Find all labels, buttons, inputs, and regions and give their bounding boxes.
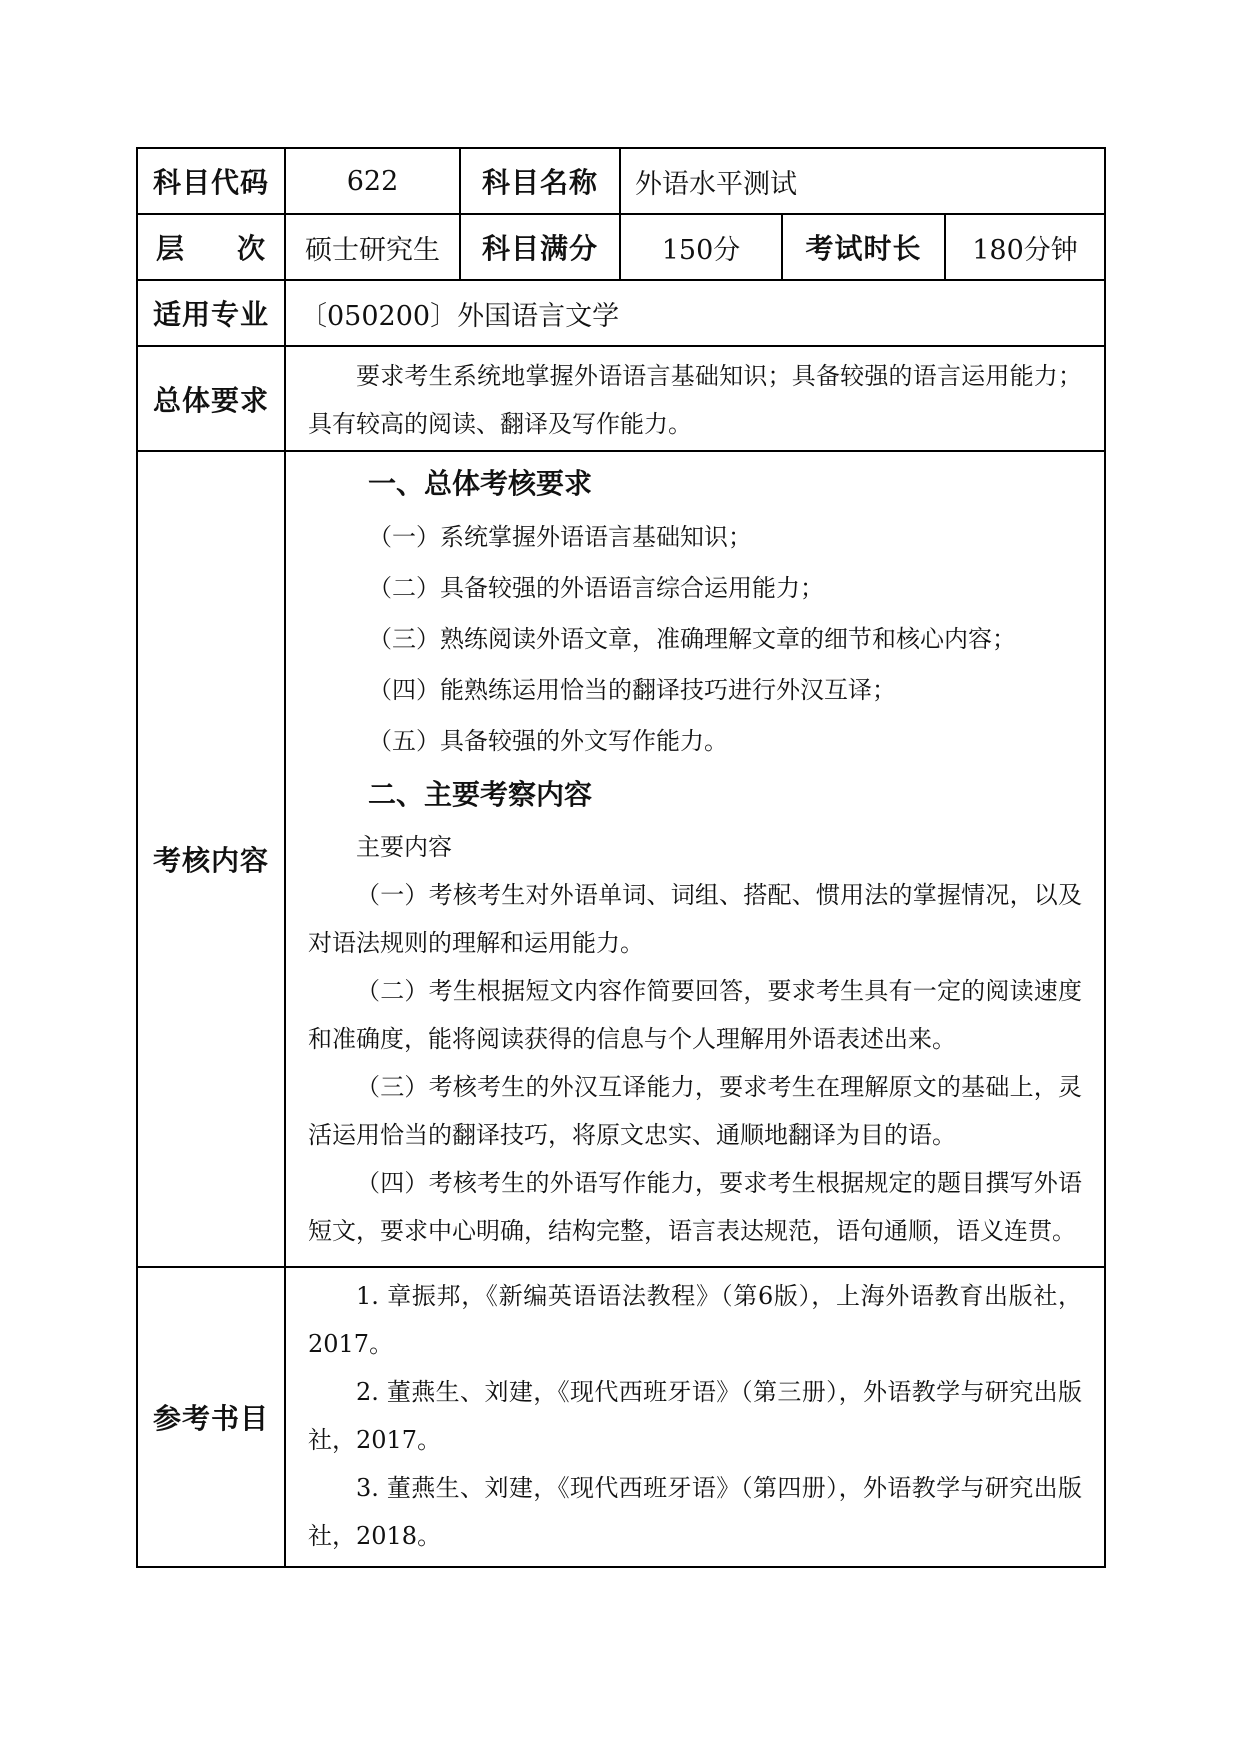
content-item: （一）考核考生对外语单词、词组、搭配、惯用法的掌握情况，以及对语法规则的理解和运用能力。 xyxy=(308,881,1083,957)
subject-code-label: 科目代码 xyxy=(137,148,285,214)
exam-content-label: 考核内容 xyxy=(137,451,285,1267)
content-item: （三）考核考生的外汉互译能力，要求考生在理解原文的基础上，灵活运用恰当的翻译技巧，将原文忠实、通顺地翻译为目的语。 xyxy=(308,1073,1083,1149)
level-label-b: 次 xyxy=(236,232,266,265)
heading-main-content: 二、主要考察内容 xyxy=(368,778,593,811)
subject-name-label: 科目名称 xyxy=(460,148,620,214)
requirement-item: （四）能熟练运用恰当的翻译技巧进行外汉互译； xyxy=(368,676,896,704)
reference-book-item: 3. 董燕生、刘建，《现代西班牙语》（第四册），外语教学与研究出版社，2018。 xyxy=(308,1474,1083,1550)
exam-content-cell xyxy=(285,451,1105,1267)
content-item: （四）考核考生的外语写作能力，要求考生根据规定的题目撰写外语短文，要求中心明确，结构完整，语言表达规范，语句通顺，语义连贯。 xyxy=(308,1169,1083,1245)
main-content-subheading: 主要内容 xyxy=(356,833,452,861)
row-major xyxy=(137,280,1105,346)
level-value: 硕士研究生 xyxy=(285,214,460,280)
applicable-major-value: 〔050200〕外国语言文学 xyxy=(285,280,1105,346)
row-reference-books xyxy=(137,1267,1105,1567)
overall-requirements-label: 总体要求 xyxy=(137,346,285,451)
requirement-item: （三）熟练阅读外语文章，准确理解文章的细节和核心内容； xyxy=(368,625,1016,653)
level-label-a: 层 xyxy=(156,232,186,265)
reference-books-label: 参考书目 xyxy=(137,1267,285,1567)
reference-books-cell xyxy=(285,1267,1105,1567)
reference-book-item: 2. 董燕生、刘建，《现代西班牙语》（第三册），外语教学与研究出版社，2017。 xyxy=(308,1378,1083,1454)
row-level xyxy=(137,214,1105,280)
requirement-item: （五）具备较强的外文写作能力。 xyxy=(368,727,728,755)
exam-duration-label: 考试时长 xyxy=(782,214,945,280)
heading-overall-requirements: 一、总体考核要求 xyxy=(368,467,593,500)
exam-duration-value: 180分钟 xyxy=(945,214,1105,280)
subject-name-value: 外语水平测试 xyxy=(620,148,1105,214)
full-score-label: 科目满分 xyxy=(460,214,620,280)
requirement-item: （二）具备较强的外语语言综合运用能力； xyxy=(368,574,824,602)
row-subject-code xyxy=(137,148,1105,214)
overall-requirements-text: 要求考生系统地掌握外语语言基础知识；具备较强的语言运用能力；具有较高的阅读、翻译及写作能力。 xyxy=(308,361,1083,438)
subject-code-value: 622 xyxy=(285,148,460,214)
row-overall-requirements xyxy=(137,346,1105,451)
full-score-value: 150分 xyxy=(620,214,782,280)
reference-book-item: 1. 章振邦，《新编英语语法教程》（第6版），上海外语教育出版社，2017。 xyxy=(308,1282,1083,1358)
content-item: （二）考生根据短文内容作简要回答，要求考生具有一定的阅读速度和准确度，能将阅读获得的信息与个人理解用外语表述出来。 xyxy=(308,977,1083,1053)
exam-syllabus-table xyxy=(136,147,1106,1568)
row-exam-content xyxy=(137,451,1105,1267)
requirement-item: （一）系统掌握外语语言基础知识； xyxy=(368,523,752,551)
applicable-major-label: 适用专业 xyxy=(137,280,285,346)
level-label xyxy=(137,214,285,280)
overall-requirements-cell xyxy=(285,346,1105,451)
